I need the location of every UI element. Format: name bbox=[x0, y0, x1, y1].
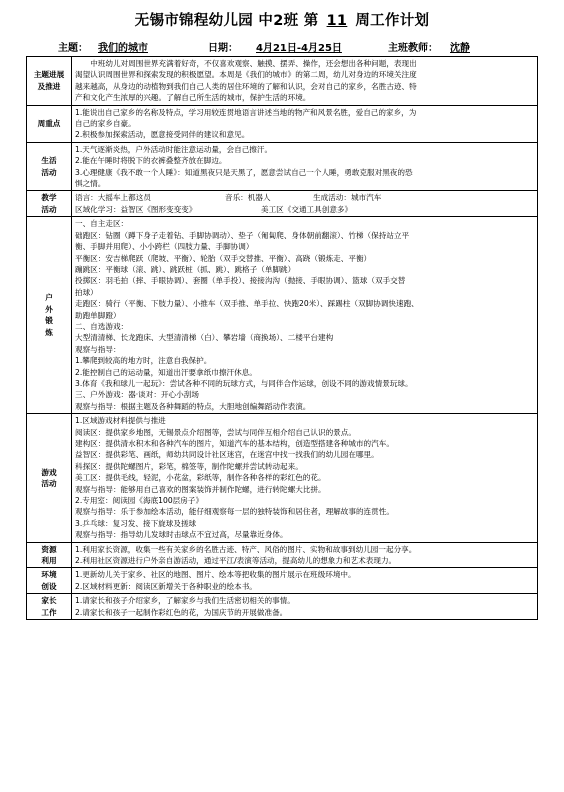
row-theme-dev bbox=[27, 57, 538, 106]
content-parents bbox=[72, 594, 538, 620]
row-environment bbox=[27, 568, 538, 594]
row-outdoor bbox=[27, 217, 538, 414]
text-line: 1.更新幼儿关于家乡、社区的地图、图片、绘本等把收集的图片展示在班级环境中。 bbox=[75, 570, 356, 580]
text-line: 蹦跳区：平衡球（滚、跳）、跳跃桩（抓、跳）、跳格子（单脚跳） bbox=[75, 264, 296, 274]
text-line: 1.利用家长资源，收集一些有关家乡的名胜古迹、特产、风俗的图片、实物和故事到幼儿园一起分享。 bbox=[75, 544, 417, 554]
title-suffix: 周工作计划 bbox=[355, 13, 430, 29]
content-environment bbox=[72, 568, 538, 594]
text-line: 3.乒乓球：复习发、接下旋球及搓球 bbox=[75, 518, 197, 528]
text-line: 2.能控制自己的运动量，知道出汗要拿纸巾擦汗休息。 bbox=[75, 367, 257, 377]
content-games bbox=[72, 414, 538, 542]
teaching-art: 美工区《交通工具创意多》 bbox=[261, 204, 353, 214]
title-prefix: 无锡市锦程幼儿园 中2班 第 bbox=[134, 13, 319, 29]
text-line: 美工区：提供毛线，轻泥，小花盆，彩纸等，制作各种各样的彩红色的花。 bbox=[75, 473, 326, 483]
text-line: 观察与指导：能够用自己喜欢的图案装饰并制作陀螺，进行转陀螺大比拼。 bbox=[75, 484, 326, 494]
teacher-value: 沈静 bbox=[450, 43, 470, 54]
text-line: 拍球） bbox=[75, 287, 98, 297]
text-line: 观察与指导：乐于参加绘本活动，能仔细观察每一层的独特装饰和居住者，理解故事的连贯性。 bbox=[75, 507, 394, 517]
teacher-label: 主班教师： bbox=[388, 43, 438, 54]
text-line: 中班幼儿对周围世界充满着好奇，不仅喜欢观察、触摸、摆弄、操作，还会想出各种问题，表现出 bbox=[90, 59, 417, 68]
label-teaching: 教学 活动 bbox=[27, 191, 72, 217]
text-line: 大型清清梯、长龙跑床、大型清清梯（白）、攀岩墙（商换场）、二楼平台建构 bbox=[75, 333, 334, 343]
label-parents: 家长 工作 bbox=[27, 594, 72, 620]
text-line: 投掷区：羽毛拍（摔、手眼协调）、套圈（单手投）、接接沟沟（抛接、手眼协调）、篮球（双手交替 bbox=[75, 276, 406, 286]
teaching-line-2 bbox=[75, 204, 534, 215]
text-line: 走跑区：骑行（平衡、下肢力量）、小推车（双手推、单手拉、快跑20米）、踩踢柱（双脚协调快速跑、 bbox=[75, 299, 419, 309]
teaching-line-1 bbox=[75, 192, 534, 203]
date-value: 4月21日-4月25日 bbox=[256, 43, 342, 54]
row-games bbox=[27, 414, 538, 542]
text-line: 3.心理健康《我不敢一个人睡》：知道黑夜只是天黑了，愿意尝试自己一个人睡，勇敢克服对黑夜的恐 bbox=[75, 167, 413, 177]
text-line: 2.专用室：阅读园《海底100层房子》 bbox=[75, 496, 204, 506]
row-teaching bbox=[27, 191, 538, 217]
row-week-focus bbox=[27, 105, 538, 142]
theme-label: 主题： bbox=[58, 43, 88, 54]
text-line: 益智区：提供彩笔、画纸，师幼共同设计社区迷宫，在迷宫中找一找我们的幼儿园在哪里。 bbox=[75, 450, 379, 460]
text-line: 二、自选游戏： bbox=[75, 321, 129, 331]
text-line: 惧之情。 bbox=[75, 179, 106, 189]
text-line: 衡、手脚并用爬）、小小跨栏（四肢力量、手脚协调） bbox=[75, 242, 254, 252]
meta-line bbox=[58, 39, 528, 53]
text-line: 平衡区：安吉梯爬跃（爬坡、平衡）、轮胎（双手交替推、平衡）、高跷（锻炼走、平衡） bbox=[75, 253, 372, 263]
date-label: 日期： bbox=[208, 43, 238, 54]
content-teaching bbox=[72, 191, 538, 217]
label-games: 游戏 活动 bbox=[27, 414, 72, 542]
text-line: 础跑区：钻圈（蹲下身子走着钻、手脚协调动）、垫子（匍匐爬、身体朝前翻滚）、竹梯（保持站立平 bbox=[75, 230, 410, 240]
label-resources: 资源 利用 bbox=[27, 542, 72, 568]
text-line: 1.攀爬到较高的地方时，注意自我保护。 bbox=[75, 356, 212, 366]
text-line: 2.能在午睡时将脱下的衣裤叠整齐放在脚边。 bbox=[75, 156, 227, 166]
teaching-language: 语言：大摇车上都这员 bbox=[75, 193, 151, 203]
content-resources bbox=[72, 542, 538, 568]
teaching-generated: 生成活动：城市汽车 bbox=[313, 193, 382, 203]
document-title bbox=[0, 9, 564, 30]
text-line: 2.区域材料更新：阅读区新增关于各种职业的绘本书。 bbox=[75, 581, 257, 591]
text-line: 阅读区：提供家乡地图，无锡景点介绍图等，尝试与同伴互相介绍自己认识的景点。 bbox=[75, 427, 356, 437]
plan-table bbox=[26, 56, 538, 620]
text-line: 三、户外游戏：器·谈对：开心小刮场 bbox=[75, 390, 199, 400]
text-line: 自己的家乡自豪。 bbox=[75, 119, 136, 129]
row-parents bbox=[27, 594, 538, 620]
label-life: 生活 活动 bbox=[27, 142, 72, 191]
content-week-focus bbox=[72, 105, 538, 142]
text-line: 一、自主走区： bbox=[75, 219, 129, 229]
theme-value: 我们的城市 bbox=[98, 43, 148, 54]
text-line: 观察与指导： bbox=[75, 344, 121, 354]
content-outdoor bbox=[72, 217, 538, 414]
content-theme-dev bbox=[72, 57, 538, 106]
teaching-music: 音乐：机器人 bbox=[225, 193, 271, 203]
text-line: 2.利用社区资源进行户外亲自游活动，通过平江/表演等活动，提高幼儿的想象力和艺术表现力。 bbox=[75, 556, 397, 566]
text-line: 1.天气逐渐炎热，户外活动时能注意运动量，会自己擦汗。 bbox=[75, 144, 273, 154]
teaching-region: 区域化学习：益智区《图形变变变》 bbox=[75, 204, 197, 214]
label-environment: 环境 创设 bbox=[27, 568, 72, 594]
row-life bbox=[27, 142, 538, 191]
text-line: 科探区：提供陀螺图片，彩笔，棉签等，制作陀螺并尝试转动起来。 bbox=[75, 461, 303, 471]
label-theme-dev: 主题进展 及推进 bbox=[27, 57, 72, 106]
label-outdoor: 户 外 锻 炼 bbox=[27, 217, 72, 414]
week-number: 11 bbox=[326, 13, 348, 29]
text-line: 1.能说出自己家乡的名称及特点，学习用较连贯地语言讲述当地的物产和风景名胜，爱自己的家乡，为 bbox=[75, 107, 417, 117]
row-resources bbox=[27, 542, 538, 568]
text-line: 助跑单脚蹬） bbox=[75, 310, 121, 320]
text-line: 产和文化产生浓厚的兴趣。了解自己所生活的城市，保护生活的环境。 bbox=[75, 93, 311, 103]
text-line: 2.积极参加探索活动，愿意接受同伴的建议和意见。 bbox=[75, 130, 250, 140]
text-line: 观察与指导：指导幼儿发球时击球点不宜过高，尽量靠近身体。 bbox=[75, 530, 288, 540]
label-week-focus: 周重点 bbox=[27, 105, 72, 142]
text-line: 越来越高，从身边的动植物到我们自己人类的居住环境的了解和认识，会对自己的家乡，名胜古迹、特 bbox=[75, 81, 417, 91]
text-line: 观察与指导：根据主题及各种舞蹈的特点，大胆地创编舞蹈动作表演。 bbox=[75, 401, 311, 411]
content-life bbox=[72, 142, 538, 191]
text-line: 1.请家长和孩子介绍家乡，了解家乡与我们生活密切相关的事情。 bbox=[75, 596, 295, 606]
text-line: 3.体育《我和球儿一起玩》：尝试各种不同的玩球方式，与同伴合作运球，创设不同的游戏情景玩球。 bbox=[75, 378, 413, 388]
text-line: 渴望认识周围世界和探索发现的积极愿望。本周是《我们的城市》的第二周，幼儿对身边的环境关注度 bbox=[75, 70, 417, 80]
text-line: 建构区：提供清水积木和各种汽车的图片，知道汽车的基本结构，创造型搭建各种城市的汽车。 bbox=[75, 439, 394, 448]
text-line: 1.区域游戏材料提供与推进 bbox=[75, 416, 166, 426]
text-line: 2.请家长和孩子一起制作彩红色的花，为国庆节的开展做准备。 bbox=[75, 607, 288, 617]
